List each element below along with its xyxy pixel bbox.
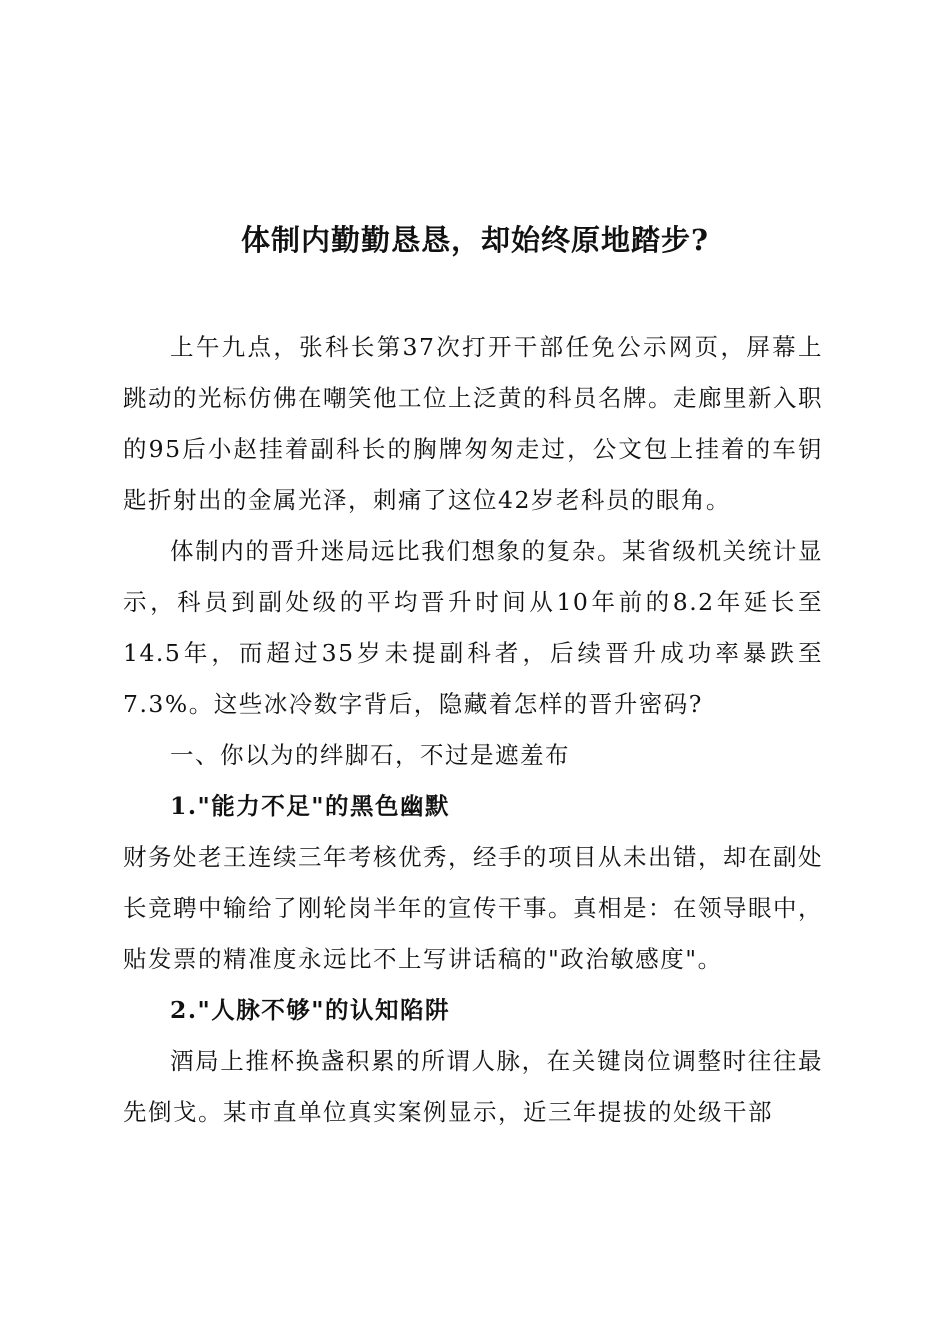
subsection-1-text: 财务处老王连续三年考核优秀，经手的项目从未出错，却在副处长竞聘中输给了刚轮岗半年的宣传干事。真相是：在领导眼中，贴发票的精准度永远比不上写讲话稿的"政治敏感度"。 bbox=[123, 843, 823, 973]
section-1-heading: 一、你以为的绊脚石，不过是遮羞布 bbox=[170, 741, 570, 769]
intro-paragraph-2: 体制内的晋升迷局远比我们想象的复杂。某省级机关统计显示，科员到副处级的平均晋升时间从10年前的8.2年延长至14.5年，而超过35岁未提副科者，后续晋升成功率暴跌至7.3%。这些冰冷数字背后，隐藏着怎样的晋升密码? bbox=[123, 537, 823, 718]
intro-paragraph-1: 上午九点，张科长第37次打开干部任免公示网页，屏幕上跳动的光标仿佛在嘲笑他工位上泛黄的科员名牌。走廊里新入职的95后小赵挂着副科长的胸牌匆匆走过，公文包上挂着的车钥匙折射出的金属光泽，刺痛了这位42岁老科员的眼角。 bbox=[123, 333, 823, 514]
document-body bbox=[123, 322, 823, 1138]
subsection-2-text: 酒局上推杯换盏积累的所谓人脉，在关键岗位调整时往往最先倒戈。某市直单位真实案例显示，近三年提拔的处级干部 bbox=[123, 1047, 823, 1126]
document-title: 体制内勤勤恳恳，却始终原地踏步? bbox=[241, 223, 709, 257]
subsection-1-heading: 1."能力不足"的黑色幽默 bbox=[170, 792, 451, 820]
subsection-2-heading: 2."人脉不够"的认知陷阱 bbox=[170, 996, 451, 1024]
